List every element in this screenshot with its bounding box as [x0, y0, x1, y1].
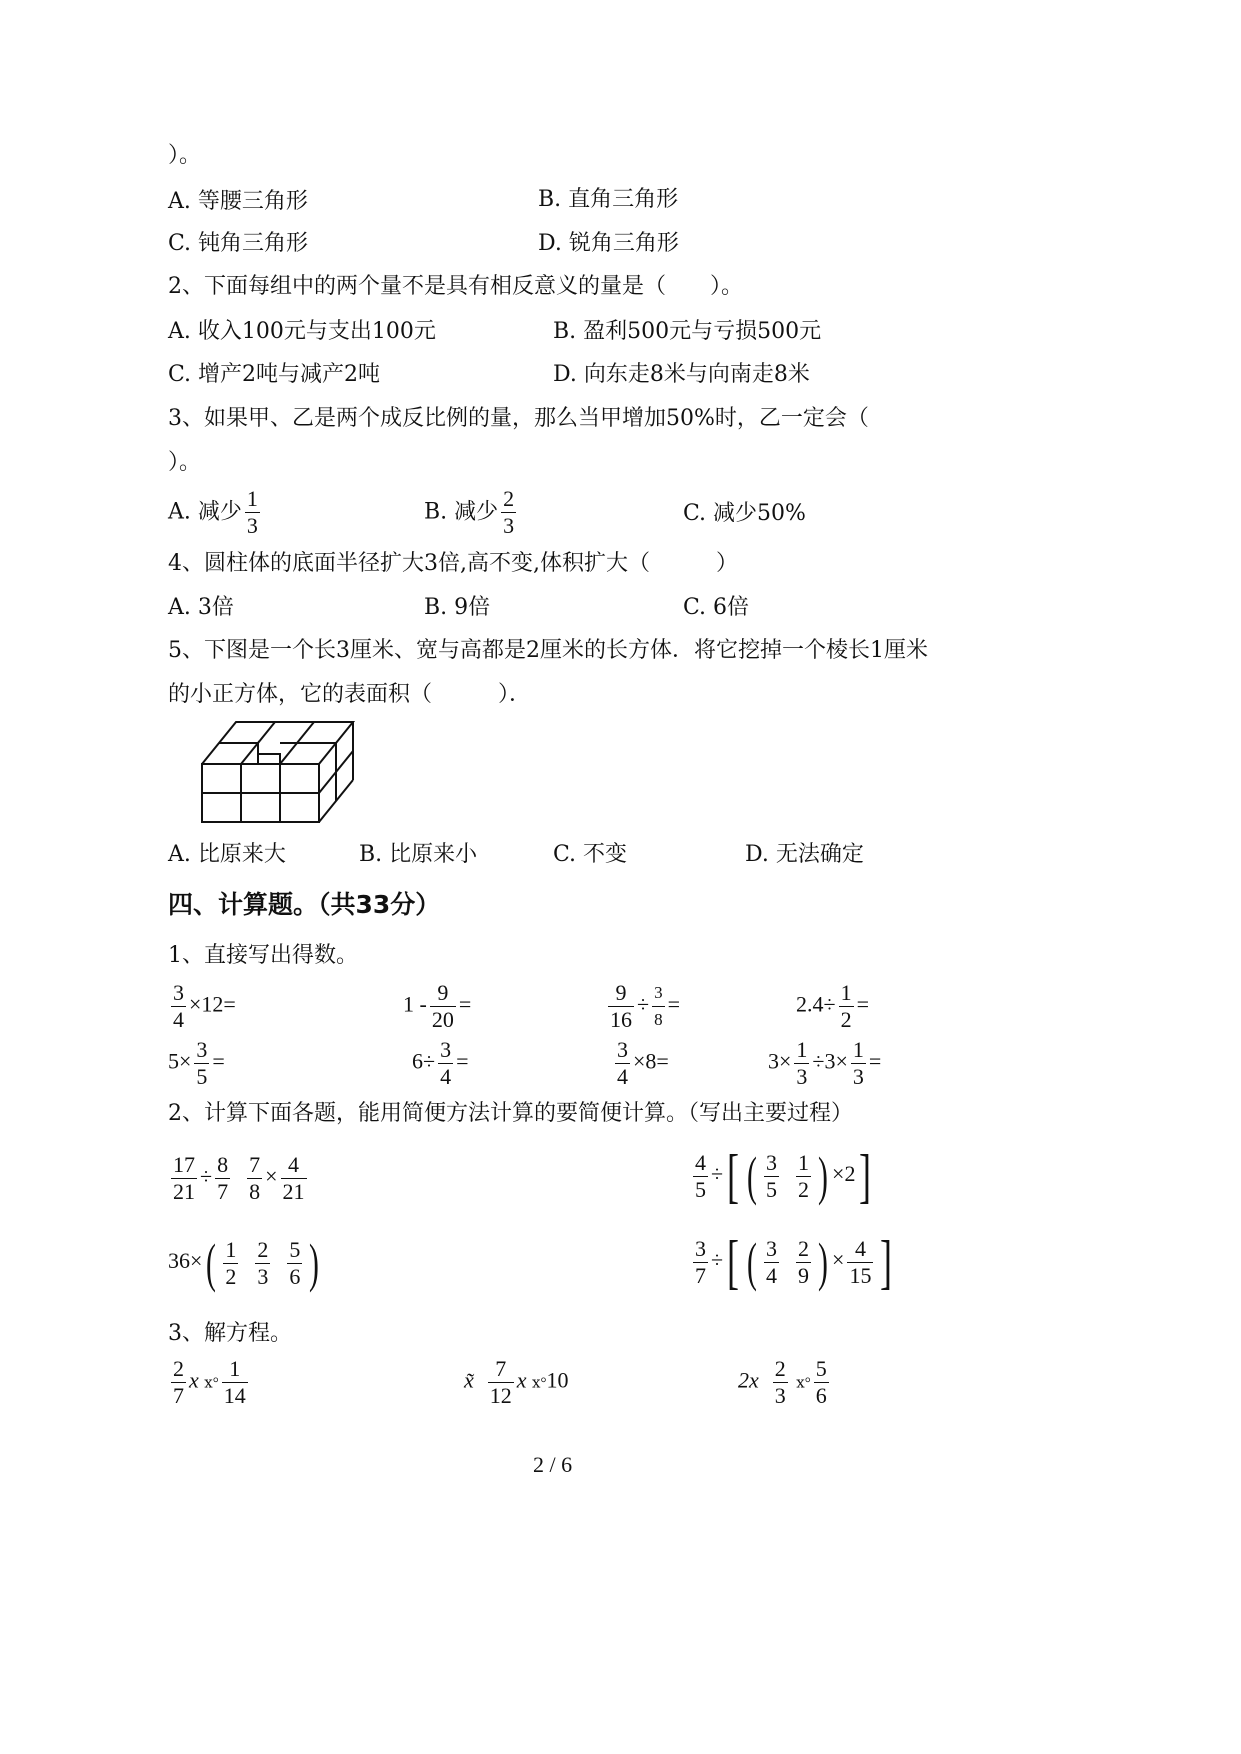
operator: ÷: [200, 1163, 213, 1189]
numerator: 3: [173, 980, 184, 1005]
expr-head: 1 -: [403, 991, 427, 1017]
q4-option-a: A. 3倍: [168, 595, 234, 620]
expr-head: 2x: [738, 1367, 759, 1393]
fraction: [281, 1152, 307, 1205]
expr-tail: ×2: [832, 1161, 856, 1187]
denominator: 3: [796, 1064, 808, 1089]
fraction: [794, 1037, 809, 1090]
numerator: 9: [608, 980, 634, 1007]
left-paren: (: [747, 1232, 758, 1292]
left-paren: (: [206, 1233, 217, 1293]
q5-option-c: C. 不变: [553, 842, 628, 867]
expr-head: x̃: [464, 1367, 474, 1393]
fraction-one-third: [245, 486, 260, 539]
expr-head: 2.4÷: [796, 991, 836, 1017]
fraction: [488, 1356, 514, 1409]
denominator: 3: [257, 1263, 269, 1289]
numerator: 3: [440, 1037, 452, 1062]
denominator: 3: [503, 513, 515, 538]
q2-option-d: D. 向东走8米与向南走8米: [553, 362, 810, 387]
left-paren: (: [747, 1146, 758, 1206]
numerator: 1: [840, 980, 852, 1005]
operator: ÷: [711, 1247, 724, 1273]
fraction: [615, 1037, 630, 1090]
expr-tail: 10: [546, 1367, 569, 1393]
right-paren: ): [818, 1232, 828, 1292]
page-number: 2 / 6: [533, 1452, 573, 1477]
q1-option-c: C. 钝角三角形: [168, 231, 309, 256]
expr-tail: =: [856, 991, 869, 1017]
expr-tail: ×12=: [189, 991, 236, 1017]
q1-option-b: B. 直角三角形: [538, 187, 679, 212]
numerator: 3: [652, 980, 665, 1007]
q3-option-c: C. 减少50%: [683, 501, 806, 526]
fraction: [693, 1236, 708, 1289]
q5-option-a: A. 比原来大: [168, 842, 286, 867]
garbled-symbol: ⅹ°: [532, 1375, 547, 1392]
numerator: 5: [815, 1356, 827, 1381]
denominator: 4: [173, 1007, 184, 1032]
denominator: 16: [610, 1007, 632, 1032]
expr-tail: =: [212, 1048, 225, 1074]
numerator: 3: [766, 1149, 778, 1175]
numerator: 5: [289, 1236, 301, 1262]
variable-x: x: [516, 1367, 527, 1393]
equation-3: [738, 1356, 832, 1409]
fraction: [764, 1150, 779, 1203]
numerator: 7: [249, 1152, 261, 1177]
operator: ÷: [637, 991, 650, 1017]
denominator: 8: [654, 1010, 663, 1029]
numerator: 4: [695, 1149, 706, 1175]
numerator: 3: [617, 1037, 628, 1062]
numerator: 3: [196, 1037, 208, 1062]
denominator: 4: [440, 1064, 452, 1089]
q4-option-c: C. 6倍: [683, 595, 750, 620]
expr-head: 5×: [168, 1048, 192, 1074]
fraction: [287, 1237, 302, 1290]
q5-option-b: B. 比原来小: [359, 842, 478, 867]
operator: ×: [265, 1163, 278, 1189]
garbled-symbol: ⅹ°: [796, 1375, 811, 1392]
fraction: [438, 1037, 453, 1090]
numerator: 3: [695, 1235, 706, 1261]
fraction: [255, 1237, 270, 1290]
garbled-symbol: ⅹ°: [204, 1375, 219, 1392]
expr-head: 36×: [168, 1248, 203, 1274]
q3-stem: 3、如果甲、乙是两个成反比例的量，那么当甲增加50%时，乙一定会（: [168, 406, 869, 431]
q1-tail: ）。: [168, 143, 202, 168]
denominator: 6: [815, 1383, 827, 1408]
variable-x: x: [189, 1367, 199, 1393]
q3-option-b: [424, 486, 519, 539]
q3-tail: ）。: [168, 450, 202, 475]
q4-option-b: B. 9倍: [424, 595, 491, 620]
equation-1: [168, 1356, 251, 1409]
fraction: [171, 980, 186, 1033]
calc1-expr-4: [796, 980, 869, 1033]
denominator: 4: [766, 1262, 778, 1288]
expr-tail: =: [458, 991, 472, 1017]
numerator: 8: [217, 1152, 229, 1177]
denominator: 3: [852, 1064, 864, 1089]
fraction-two-thirds: [501, 486, 516, 539]
expr-tail: =: [868, 1048, 882, 1074]
denominator: 3: [774, 1383, 786, 1408]
numerator: 2: [173, 1356, 184, 1381]
calc1-expr-2: [403, 980, 471, 1033]
fraction: [247, 1152, 262, 1205]
calc1-expr-8: [768, 1037, 881, 1090]
calc1-expr-7: [612, 1037, 669, 1090]
q4-stem: 4、圆柱体的底面半径扩大3倍,高不变,体积扩大（ ）: [168, 551, 738, 576]
fraction: [796, 1150, 811, 1203]
fraction: [194, 1037, 209, 1090]
cuboid-figure: [196, 716, 362, 828]
q1-option-a: A. 等腰三角形: [168, 189, 308, 214]
denominator: 21: [282, 1179, 305, 1204]
denominator: 6: [289, 1263, 301, 1289]
right-bracket: ]: [880, 1229, 893, 1295]
fraction: [814, 1356, 829, 1409]
denominator: 15: [849, 1262, 872, 1288]
numerator: 1: [852, 1037, 864, 1062]
fraction: [851, 1037, 866, 1090]
calc1-expr-1: [168, 980, 236, 1033]
numerator: 1: [246, 486, 258, 511]
left-bracket: [: [727, 1143, 740, 1209]
denominator: 2: [798, 1176, 810, 1202]
expr-tail: ×8=: [633, 1048, 669, 1074]
right-paren: ): [818, 1146, 828, 1206]
expr-head: 6÷: [412, 1048, 436, 1074]
denominator: 7: [695, 1262, 706, 1288]
numerator: 1: [796, 1037, 808, 1062]
numerator: 4: [847, 1236, 873, 1263]
fraction: [171, 1356, 186, 1409]
denominator: 5: [766, 1176, 778, 1202]
numerator: 2: [257, 1236, 269, 1262]
expr-tail: =: [456, 1048, 469, 1074]
fraction: [430, 980, 456, 1033]
calc1-expr-3: [605, 980, 680, 1033]
q5-stem-line2: 的小正方体，它的表面积（ ）．: [168, 682, 532, 707]
denominator: 2: [225, 1263, 237, 1289]
q3-option-a-label: A. 减少: [168, 499, 242, 525]
fraction: [764, 1236, 779, 1289]
calc2-problem-2: [690, 1143, 875, 1209]
denominator: 5: [695, 1176, 706, 1202]
denominator: 21: [173, 1179, 195, 1204]
equation-2: [464, 1356, 569, 1409]
q2-option-b: B. 盈利500元与亏损500元: [553, 319, 822, 344]
denominator: 7: [173, 1383, 184, 1408]
denominator: 3: [246, 513, 258, 538]
denominator: 5: [196, 1064, 208, 1089]
q5-option-d: D. 无法确定: [745, 842, 864, 867]
numerator: 1: [225, 1236, 237, 1262]
denominator: 14: [223, 1383, 246, 1408]
right-bracket: ]: [859, 1143, 872, 1209]
fraction: [608, 980, 634, 1033]
expr-tail: =: [667, 991, 680, 1017]
q1-option-d: D. 锐角三角形: [538, 231, 679, 256]
expr-head: 3×: [768, 1048, 792, 1074]
calc2-problem-4: [690, 1229, 896, 1295]
fraction: [222, 1356, 248, 1409]
numerator: 2: [774, 1356, 786, 1381]
operator: ×: [832, 1247, 845, 1273]
denominator: 2: [840, 1007, 852, 1032]
fraction: [839, 980, 854, 1033]
q3-option-a: [168, 486, 263, 539]
q3-option-b-label: B. 减少: [424, 499, 499, 525]
denominator: 8: [249, 1179, 261, 1204]
fraction: [847, 1236, 873, 1289]
denominator: 7: [217, 1179, 229, 1204]
calc1-expr-5: [168, 1037, 225, 1090]
numerator: 4: [281, 1152, 307, 1179]
fraction: [796, 1236, 811, 1289]
section-4-heading: 四、计算题。（共33分）: [168, 890, 441, 919]
fraction: [215, 1152, 230, 1205]
numerator: 9: [430, 980, 456, 1007]
q2-option-a: A. 收入100元与支出100元: [168, 319, 436, 344]
calc-1-title: 1、直接写出得数。: [168, 943, 358, 968]
numerator: 17: [173, 1152, 195, 1177]
fraction: [693, 1150, 708, 1203]
numerator: 7: [488, 1356, 514, 1383]
fraction: [171, 1152, 197, 1205]
calc1-expr-6: [412, 1037, 469, 1090]
denominator: 4: [617, 1064, 628, 1089]
calc2-problem-3: [168, 1233, 323, 1293]
denominator: 9: [798, 1262, 810, 1288]
fraction: [223, 1237, 238, 1290]
q2-option-c: C. 增产2吨与减产2吨: [168, 362, 381, 387]
denominator: 20: [431, 1007, 454, 1032]
fraction: [652, 980, 665, 1033]
q2-stem: 2、下面每组中的两个量不是具有相反意义的量是（ ）。: [168, 274, 743, 299]
denominator: 12: [489, 1383, 512, 1408]
numerator: 2: [503, 486, 515, 511]
numerator: 1: [222, 1356, 248, 1383]
numerator: 3: [766, 1235, 778, 1261]
calc-2-title: 2、计算下面各题，能用简便方法计算的要简便计算。（写出主要过程）: [168, 1101, 853, 1126]
fraction: [773, 1356, 788, 1409]
calc-3-title: 3、解方程。: [168, 1321, 292, 1346]
numerator: 1: [798, 1149, 810, 1175]
left-bracket: [: [727, 1229, 740, 1295]
expr-mid: ÷3×: [812, 1048, 848, 1074]
q5-stem-line1: 5、下图是一个长3厘米、宽与高都是2厘米的长方体．将它挖掉一个棱长1厘米: [168, 638, 928, 663]
operator: ÷: [711, 1161, 724, 1187]
calc2-problem-1: [168, 1152, 310, 1205]
right-paren: ): [309, 1233, 320, 1293]
numerator: 2: [798, 1235, 810, 1261]
